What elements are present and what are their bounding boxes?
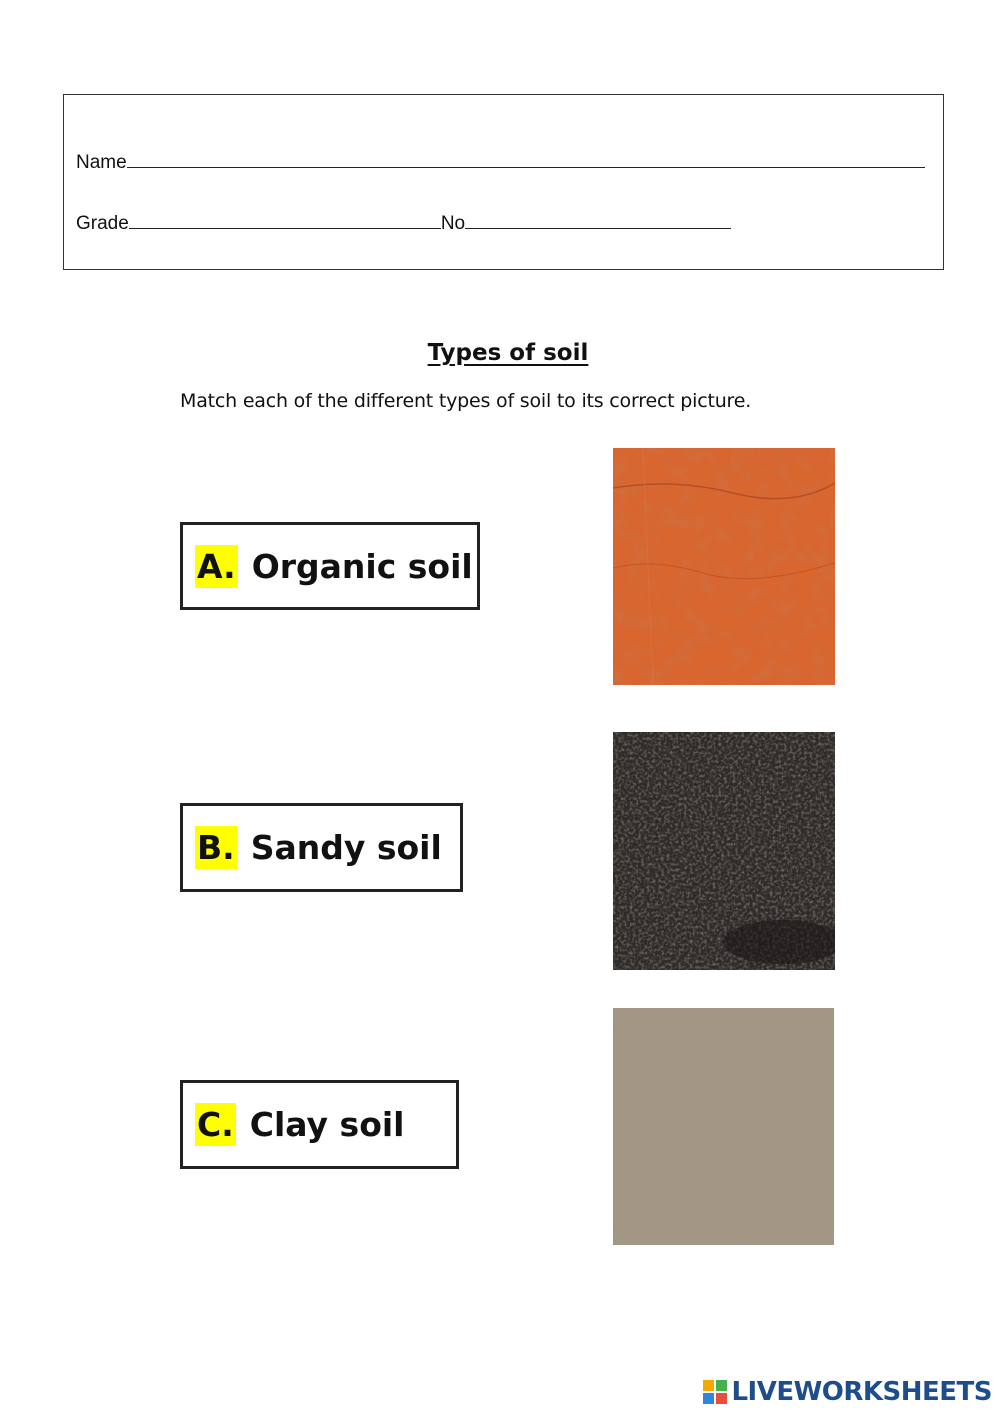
grade-label: Grade — [76, 213, 129, 234]
name-label: Name — [76, 152, 127, 173]
student-info-box — [63, 94, 944, 270]
label-letter: C. — [197, 1105, 234, 1144]
label-text: Organic soil — [251, 546, 473, 586]
name-field[interactable] — [76, 149, 925, 174]
sandy-soil-texture — [613, 1008, 834, 1245]
label-letter: B. — [197, 828, 235, 867]
label-box-a[interactable] — [180, 522, 480, 610]
brand-text: LIVEWORKSHEETS — [731, 1377, 992, 1407]
label-box-c[interactable] — [180, 1080, 459, 1169]
red-soil-image[interactable] — [613, 448, 835, 685]
label-text: Sandy soil — [250, 828, 442, 867]
liveworksheets-logo-icon — [703, 1380, 727, 1404]
worksheet-instructions: Match each of the different types of soil to its correct picture. — [180, 390, 752, 412]
liveworksheets-brand — [703, 1377, 992, 1407]
grade-number-field — [76, 210, 731, 235]
label-text: Clay soil — [249, 1105, 405, 1144]
name-blank[interactable] — [127, 149, 925, 168]
red-soil-texture — [613, 448, 835, 685]
worksheet-title: Types of soil — [427, 340, 589, 366]
dark-soil-image[interactable] — [613, 732, 835, 970]
number-label: No — [440, 213, 466, 234]
number-blank[interactable] — [465, 210, 731, 229]
label-box-b[interactable] — [180, 803, 463, 892]
sandy-soil-image[interactable] — [613, 1008, 834, 1245]
dark-soil-texture — [613, 732, 835, 970]
grade-blank[interactable] — [129, 210, 441, 229]
label-letter: A. — [197, 546, 236, 586]
